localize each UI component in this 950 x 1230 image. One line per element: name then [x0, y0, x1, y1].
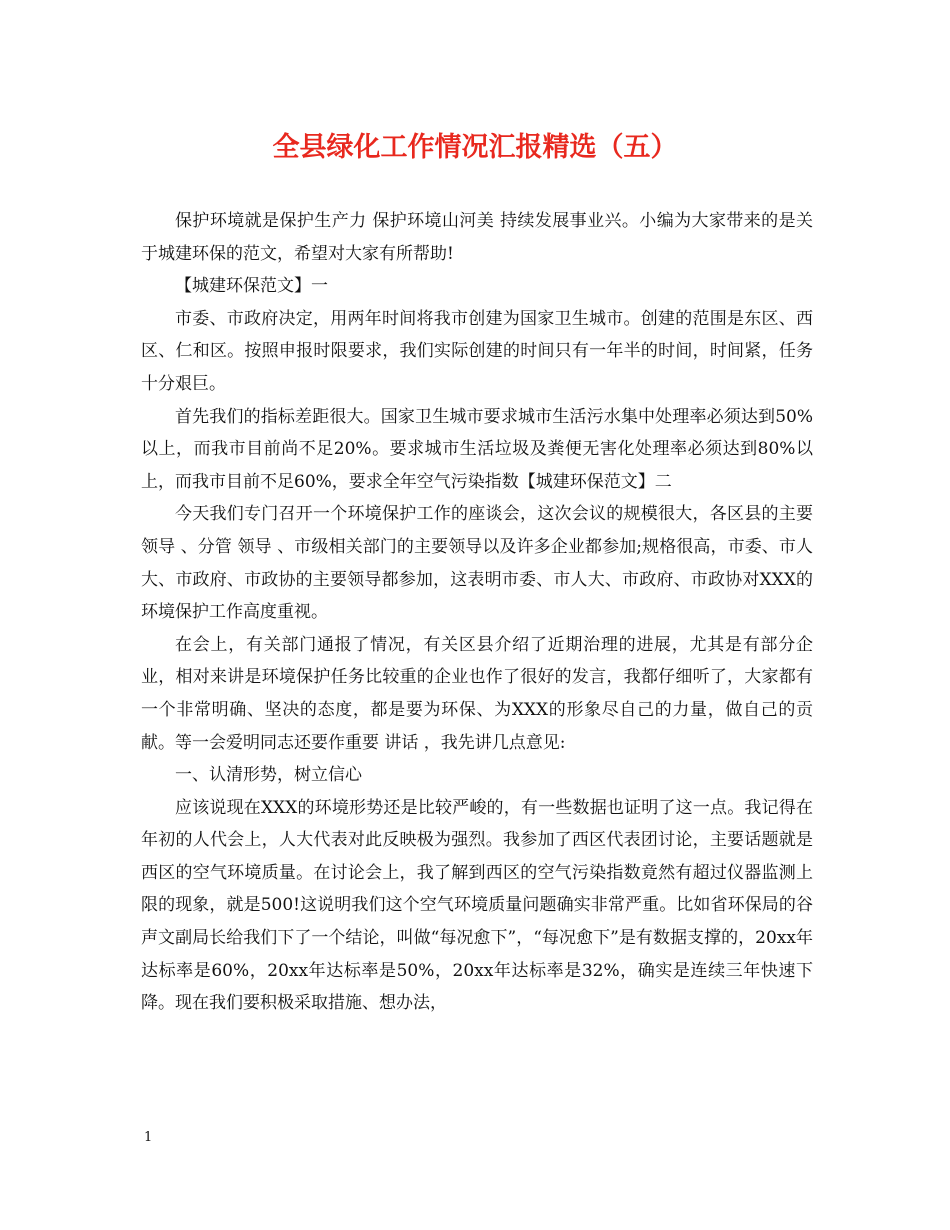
- paragraph-section-heading: 一、认清形势，树立信心: [175, 765, 362, 786]
- paragraph-indicator-gap: 首先我们的指标差距很大。国家卫生城市要求城市生活污水集中处理率必须达到50%以上，而我市目前尚不足20%。要求城市生活垃圾及粪便无害化处理率必须达到80%以上，而我市目前不足60%，要求全年空气污染指数【城建环保范文】二: [141, 406, 813, 492]
- paragraph-heading-sample-one: 【城建环保范文】一: [175, 276, 328, 297]
- paragraph-intro: 保护环境就是保护生产力 保护环境山河美 持续发展事业兴。小编为大家带来的是关于城建环保的范文，希望对大家有所帮助!: [141, 211, 813, 264]
- page-number: 1: [144, 1130, 153, 1145]
- paragraph-meeting: 今天我们专门召开一个环境保护工作的座谈会，这次会议的规模很大，各区县的主要 领导 、分管 领导 、市级相关部门的主要领导以及许多企业都参加;规格很高，市委、市人大、市政府、市政协的主要领导都参加，这表明市委、市人大、市政府、市政协对XXX的环境保护工作高度重视。: [141, 504, 813, 623]
- document-body: [141, 205, 813, 1020]
- paragraph-meeting-reports: 在会上，有关部门通报了情况，有关区县介绍了近期治理的进展，尤其是有部分企业，相对来讲是环境保护任务比较重的企业也作了很好的发言，我都仔细听了，大家都有一个非常明确、坚决的态度，都是要为环保、为XXX的形象尽自己的力量，做自己的贡献。等一会爱明同志还要作重要 讲话 ，我先讲几点意见:: [141, 634, 813, 753]
- document-title: 全县绿化工作情况汇报精选（五）: [272, 132, 678, 163]
- paragraph-city-decision: 市委、市政府决定，用两年时间将我市创建为国家卫生城市。创建的范围是东区、西区、仁和区。按照申报时限要求，我们实际创建的时间只有一年半的时间，时间紧，任务十分艰巨。: [141, 308, 813, 394]
- paragraph-environment-situation: 应该说现在XXX的环境形势还是比较严峻的，有一些数据也证明了这一点。我记得在年初的人代会上，人大代表对此反映极为强烈。我参加了西区代表团讨论，主要话题就是西区的空气环境质量。在讨论会上，我了解到西区的空气污染指数竟然有超过仪器监测上限的现象，就是500!这说明我们这个空气环境质量问题确实非常严重。比如省环保局的谷声文副局长给我们下了一个结论，叫做“每况愈下”，“每况愈下”是有数据支撑的，20xx年达标率是60%，20xx年达标率是50%，20xx年达标率是32%，确实是连续三年快速下降。现在我们要积极采取措施、想办法，: [141, 797, 813, 1014]
